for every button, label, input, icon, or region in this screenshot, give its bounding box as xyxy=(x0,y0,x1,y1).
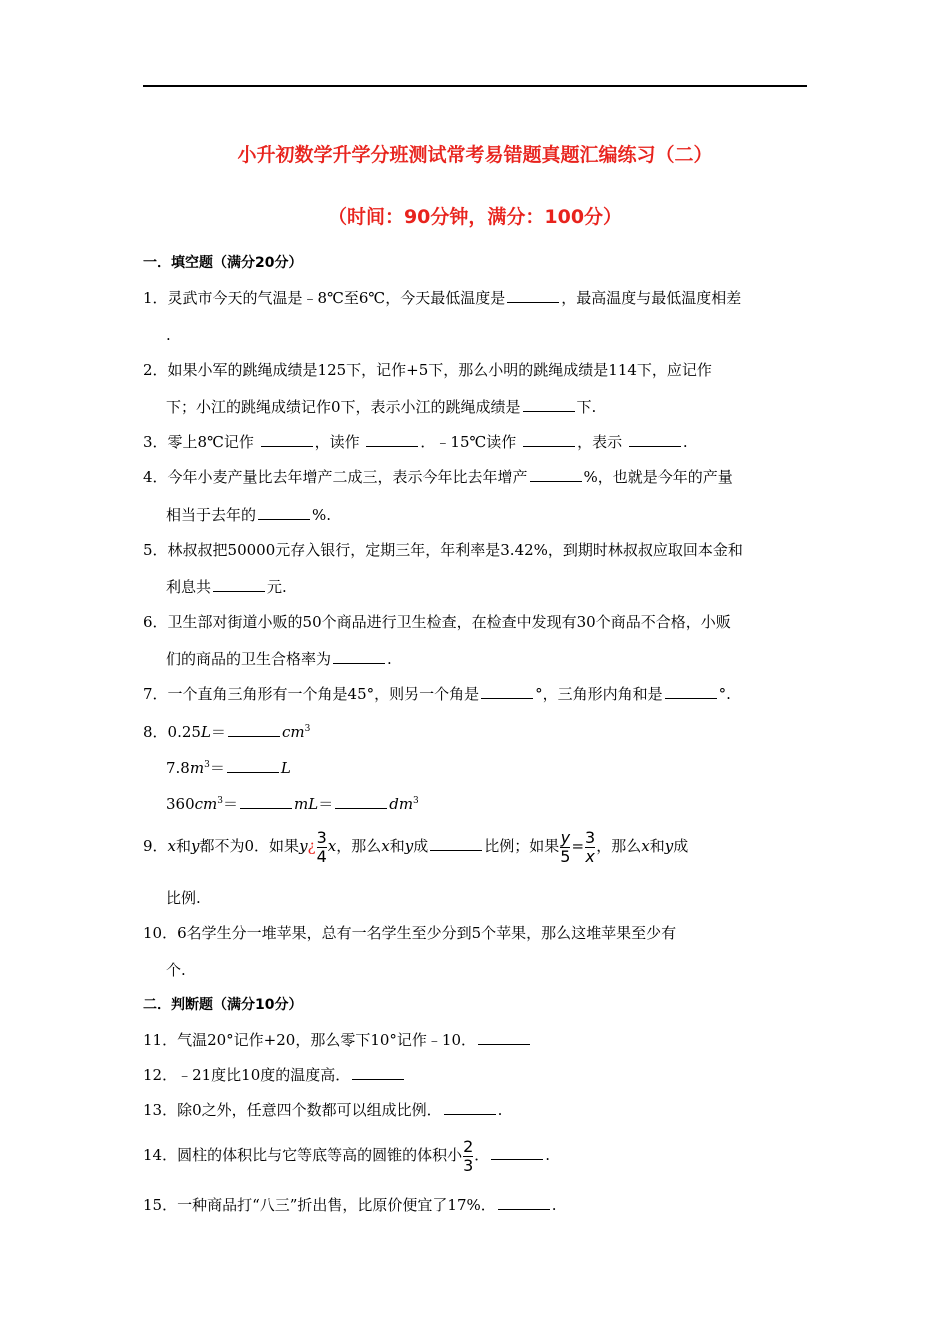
question-5-continuation: 利息共 元. xyxy=(166,578,287,596)
answer-blank[interactable] xyxy=(481,685,533,699)
question-4: 4．今年小麦产量比去年增产二成三，表示今年比去年增产 %，也就是今年的产量 xyxy=(143,468,733,486)
question-6-continuation: 们的商品的卫生合格率为 . xyxy=(166,650,392,668)
answer-blank[interactable] xyxy=(228,723,280,737)
answer-blank[interactable] xyxy=(227,759,279,773)
answer-blank[interactable] xyxy=(491,1146,543,1160)
answer-blank[interactable] xyxy=(352,1066,404,1080)
answer-blank[interactable] xyxy=(530,468,582,482)
question-8-line-1: 8．$0.25L= cm^3$ xyxy=(143,723,311,741)
question-14: 14．圆柱的体积比与它等底等高的圆锥的体积小 $\frac{2}{3}$ ． . xyxy=(143,1136,551,1175)
document-title: 小升初数学升学分班测试常考易错题真题汇编练习（二） xyxy=(237,144,713,166)
answer-blank[interactable] xyxy=(335,795,387,809)
question-5: 5．林叔叔把50000元存入银行，定期三年，年利率是3.42%，到期时林叔叔应取回本金和 xyxy=(143,541,743,559)
answer-blank[interactable] xyxy=(498,1196,550,1210)
fraction: $\frac{3}{x}$ xyxy=(585,827,596,866)
question-9: 9．x和y都不为0．如果y¿ $\frac{3}{4}$ x，那么x和y成 比例；如果 $\frac{y}{5}$ = $\frac{3}{x}$ ，那么x和y成 xyxy=(143,827,689,866)
question-7: 7．一个直角三角形有一个角是45°，则另一个角是 °，三角形内角和是 °. xyxy=(143,685,731,703)
question-9-continuation: 比例. xyxy=(166,889,201,907)
question-6: 6．卫生部对街道小贩的50个商品进行卫生检查，在检查中发现有30个商品不合格，小贩 xyxy=(143,613,731,631)
question-15: 15．一种商品打“八三”折出售，比原价便宜了17%． . xyxy=(143,1196,557,1214)
fraction: $\frac{3}{4}$ xyxy=(316,827,327,866)
fraction: $\frac{y}{5}$ xyxy=(560,827,571,866)
question-12: 12．﹣21度比10度的温度高． xyxy=(143,1065,807,1085)
document-subtitle: （时间：90分钟，满分：100分） xyxy=(327,206,623,228)
question-1-continuation: . xyxy=(166,326,171,344)
answer-blank[interactable] xyxy=(430,837,482,851)
question-13: 13．除0之外，任意四个数都可以组成比例． . xyxy=(143,1101,503,1119)
answer-blank[interactable] xyxy=(629,433,681,447)
question-11: 11．气温20°记作+20，那么零下10°记作﹣10． xyxy=(143,1030,807,1050)
question-4-continuation: 相当于去年的 %. xyxy=(166,506,332,524)
question-2: 2．如果小军的跳绳成绩是125下，记作+5下，那么小明的跳绳成绩是114下，应记作 xyxy=(143,361,712,379)
question-2-continuation: 下；小江的跳绳成绩记作0下，表示小江的跳绳成绩是 下. xyxy=(166,398,597,416)
question-8-line-3: $360cm^3= mL= dm^3$ xyxy=(166,795,419,813)
fraction: $\frac{2}{3}$ xyxy=(463,1136,474,1175)
question-3: 3．零上8℃记作 ，读作 ．﹣15℃读作 ，表示 . xyxy=(143,433,688,451)
answer-blank[interactable] xyxy=(261,433,313,447)
answer-blank[interactable] xyxy=(665,685,717,699)
answer-blank[interactable] xyxy=(507,289,559,303)
section-1-heading: 一．填空题（满分20分） xyxy=(143,255,303,271)
answer-blank[interactable] xyxy=(478,1031,530,1045)
question-10: 10．6名学生分一堆苹果，总有一名学生至少分到5个苹果，那么这堆苹果至少有 xyxy=(143,924,677,942)
question-10-continuation: 个. xyxy=(166,961,186,979)
answer-blank[interactable] xyxy=(523,398,575,412)
answer-blank[interactable] xyxy=(444,1101,496,1115)
answer-blank[interactable] xyxy=(240,795,292,809)
answer-blank[interactable] xyxy=(333,650,385,664)
question-1: 1．灵武市今天的气温是﹣8℃至6℃，今天最低温度是 ，最高温度与最低温度相差 xyxy=(143,289,742,307)
question-8-line-2: $7.8m^3= L$ xyxy=(166,759,291,777)
section-2-heading: 二．判断题（满分10分） xyxy=(143,997,303,1013)
answer-blank[interactable] xyxy=(366,433,418,447)
answer-blank[interactable] xyxy=(523,433,575,447)
answer-blank[interactable] xyxy=(258,506,310,520)
answer-blank[interactable] xyxy=(213,578,265,592)
header-rule xyxy=(143,85,807,87)
